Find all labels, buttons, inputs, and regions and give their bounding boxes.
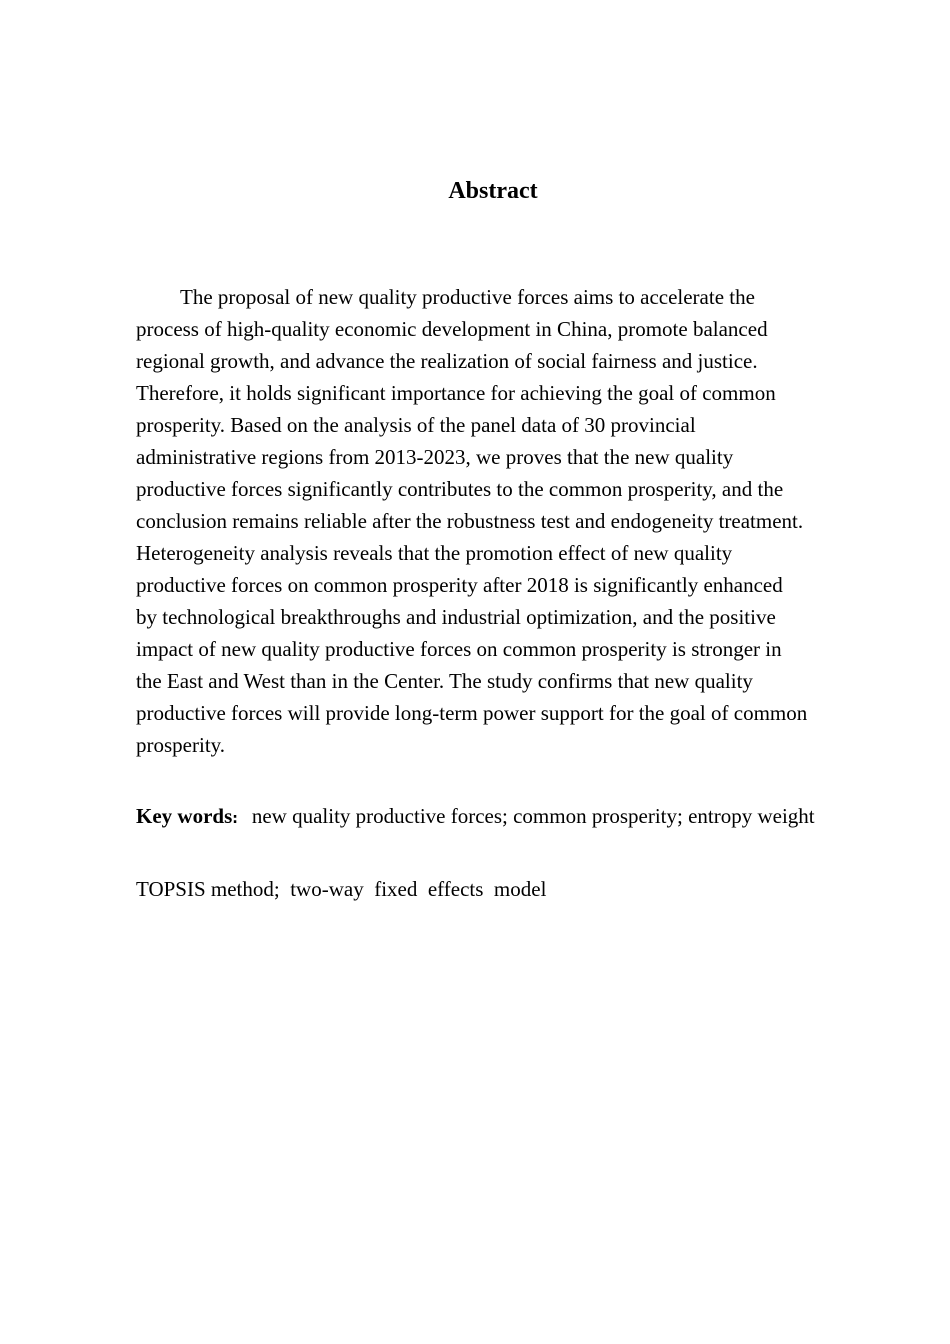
abstract-line: productive forces will provide long-term power support for the goal of common (136, 701, 808, 725)
abstract-line: conclusion remains reliable after the robustness test and endogeneity treatment. (136, 509, 804, 533)
abstract-line: The proposal of new quality productive forces aims to accelerate the (180, 285, 755, 309)
abstract-line: prosperity. (136, 733, 226, 757)
abstract-line: by technological breakthroughs and industrial optimization, and the positive (136, 605, 776, 629)
abstract-line: Heterogeneity analysis reveals that the promotion effect of new quality (136, 541, 733, 565)
abstract-line: Therefore, it holds significant importance for achieving the goal of common (136, 381, 776, 405)
abstract-line: the East and West than in the Center. The study confirms that new quality (136, 669, 753, 693)
abstract-line: impact of new quality productive forces on common prosperity is stronger in (136, 637, 782, 661)
keywords-continuation: TOPSIS method; two-way fixed effects model (136, 877, 547, 901)
keywords-label: Key words (136, 804, 233, 828)
keywords-separator: : (232, 811, 238, 827)
abstract-line: regional growth, and advance the realization of social fairness and justice. (136, 349, 758, 373)
abstract-line: prosperity. Based on the analysis of the panel data of 30 provincial (136, 413, 696, 437)
abstract-title: Abstract (448, 178, 538, 204)
keywords-line (136, 801, 856, 834)
abstract-body (136, 281, 856, 761)
abstract-line: productive forces on common prosperity after 2018 is significantly enhanced (136, 573, 783, 597)
abstract-line: process of high-quality economic development in China, promote balanced (136, 317, 768, 341)
abstract-line: productive forces significantly contributes to the common prosperity, and the (136, 477, 784, 501)
abstract-line: administrative regions from 2013-2023, we proves that the new quality (136, 445, 734, 469)
keywords-text: new quality productive forces; common prosperity; entropy weight (251, 804, 815, 828)
